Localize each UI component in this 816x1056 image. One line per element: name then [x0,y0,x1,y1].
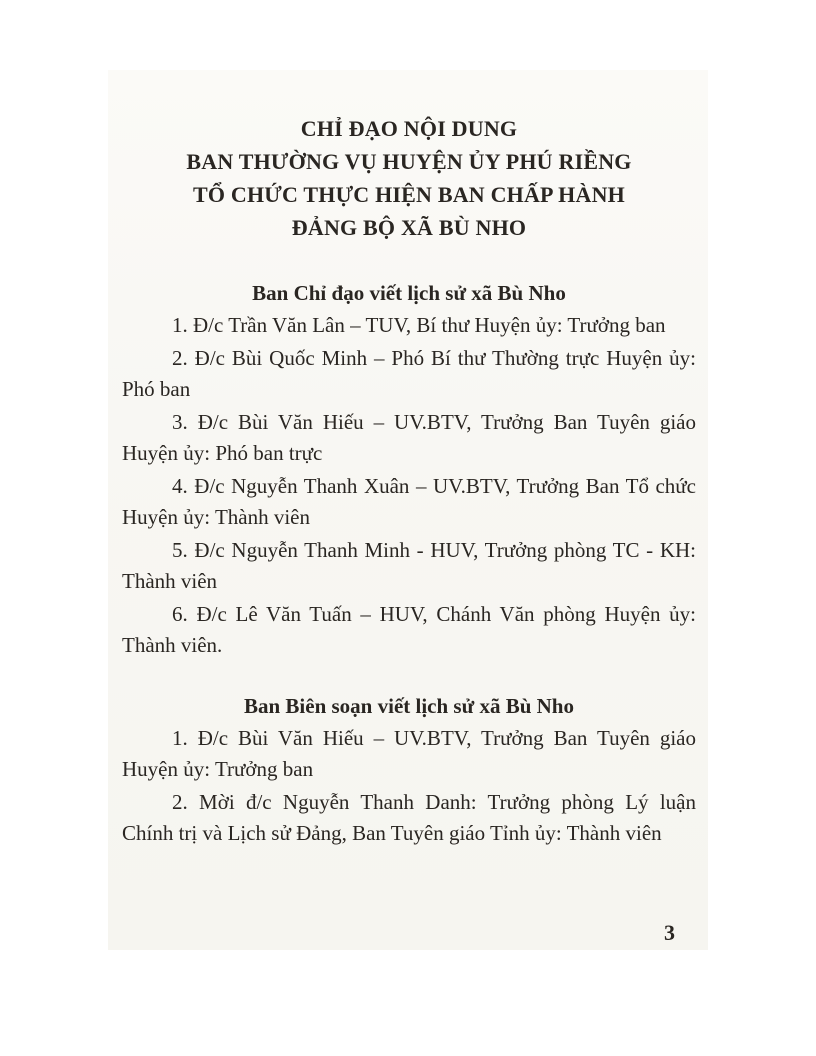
page-content [122,112,696,849]
header-line-3: TỔ CHỨC THỰC HIỆN BAN CHẤP HÀNH [193,182,625,207]
list-item: 1. Đ/c Trần Văn Lân – TUV, Bí thư Huyện ủy: Trưởng ban [172,313,666,337]
page-number: 3 [664,920,675,945]
header-line-2: BAN THƯỜNG VỤ HUYỆN ỦY PHÚ RIỀNG [186,149,632,174]
list-item: 1. Đ/c Bùi Văn Hiếu – UV.BTV, Trưởng Ban Tuyên giáo Huyện ủy: Trưởng ban [122,726,696,781]
list-item: 2. Mời đ/c Nguyễn Thanh Danh: Trưởng phòng Lý luận Chính trị và Lịch sử Đảng, Ban Tuyên giáo Tỉnh ủy: Thành viên [122,790,696,845]
list-item: 2. Đ/c Bùi Quốc Minh – Phó Bí thư Thường trực Huyện ủy: Phó ban [122,346,696,401]
list-item: 4. Đ/c Nguyễn Thanh Xuân – UV.BTV, Trưởng Ban Tổ chức Huyện ủy: Thành viên [122,474,696,529]
list-item: 5. Đ/c Nguyễn Thanh Minh - HUV, Trưởng phòng TC - KH: Thành viên [122,538,696,593]
header-line-1: CHỈ ĐẠO NỘI DUNG [300,116,518,141]
list-item: 3. Đ/c Bùi Văn Hiếu – UV.BTV, Trưởng Ban Tuyên giáo Huyện ủy: Phó ban trực [122,410,696,465]
header-line-4: ĐẢNG BỘ XÃ BÙ NHO [291,215,527,240]
page-header [122,112,696,244]
section-title-editorial-board: Ban Biên soạn viết lịch sử xã Bù Nho [243,694,574,718]
list-item: 6. Đ/c Lê Văn Tuấn – HUV, Chánh Văn phòng Huyện ủy: Thành viên. [122,602,696,657]
section-title-steering-committee: Ban Chỉ đạo viết lịch sử xã Bù Nho [252,281,566,305]
